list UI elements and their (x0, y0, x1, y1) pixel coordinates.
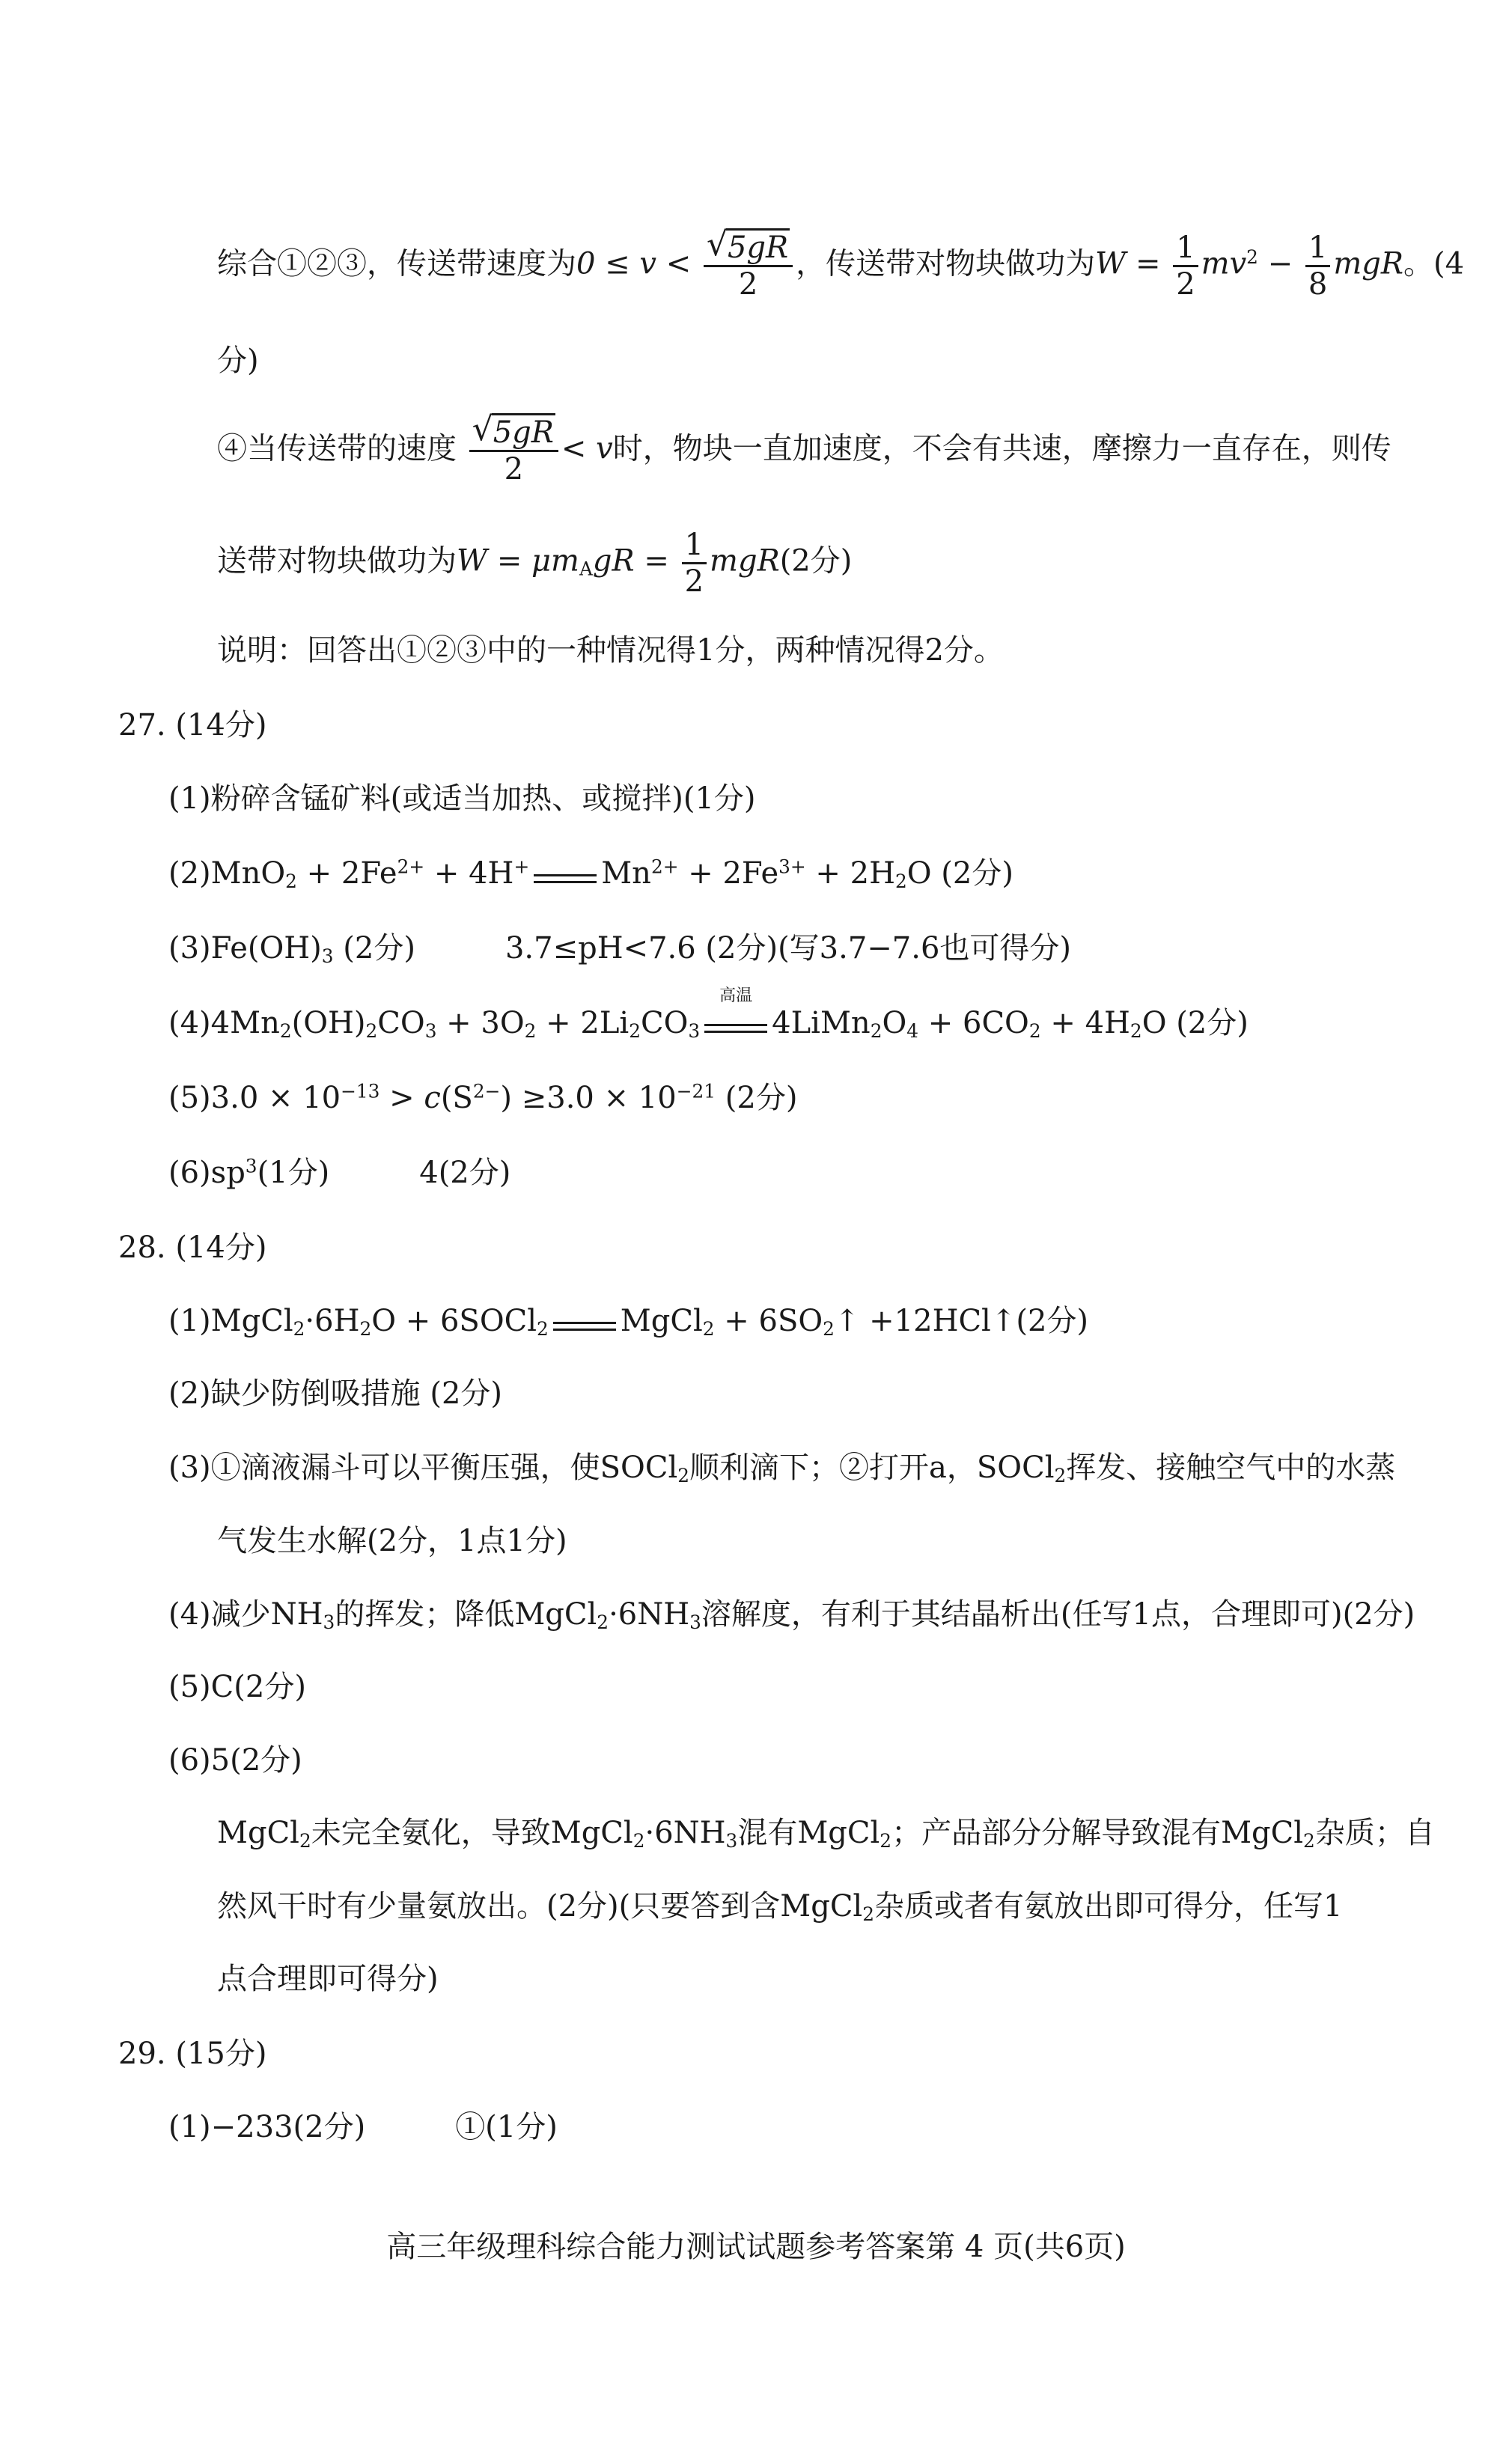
p27-s4: $(4)4Mn_2(OH)_2CO_3 + 3O_2 + 2Li_2CO_3$ 高温 $4LiMn_2O_4 + 6CO_2 + 4H_2O$ (2分) (168, 986, 1249, 1043)
p27-s2: $(2)MnO_2 + 2Fe^{2+} + 4H^+$ $Mn^{2+} + 2Fe^{3+} + 2H_2O$ (2分) (168, 855, 1013, 893)
p26-line-4: 送带对物块做功为$W = \mu m_AgR$ = $\frac{1}{2}$ mgR(2分) (217, 528, 853, 599)
equals-sign (534, 859, 597, 883)
p28-s8: 然风干时有少量氨放出。(2分)(只要答到含MgCl$_2$杂质或者有氨放出即可得分，任写1 (217, 1889, 1343, 1926)
fraction-sqrt5gR-over-2: √ 5gR 2 (704, 231, 793, 302)
p26-line-1: 综合①②③，传送带速度为0 ≤ v < √ 5gR 2 ，传送带对物块做功为W = $\frac{1}{2}$ $mv^2$ − $\frac{1}{8}$ mgR。(4 (217, 225, 1465, 302)
p28-heading: 28. (14分) (118, 1230, 267, 1265)
p28-s4: (4)减少$NH_3$的挥发；降低$MgCl_2\cdot 6NH_3$溶解度，有利于其结晶析出(任写1点，合理即可)(2分) (168, 1597, 1415, 1634)
p27-s1: (1)粉碎含锰矿料(或适当加热、或搅拌)(1分) (168, 781, 756, 816)
p28-s1: $(1)MgCl_2\cdot 6H_2O$ + 6SOCl$_2$ MgCl$_2$ + $6SO_2↑$ +12HCl↑(2分) (168, 1304, 1089, 1341)
fraction-half: $\frac{1}{2}$ (682, 528, 707, 599)
p29-heading: 29. (15分) (118, 2037, 267, 2071)
p28-s5: (5)C(2分) (168, 1670, 306, 1704)
p28-s2: (2)缺少防倒吸措施 (2分) (168, 1376, 503, 1411)
p28-s7: MgCl$_2$未完全氨化，导致$MgCl_2\cdot 6NH_3$混有MgCl$_2$；产品部分分解导致混有MgCl$_2$杂质；自 (217, 1816, 1435, 1852)
p29-s1: (1)−233(2分) ①(1分) (168, 2110, 558, 2144)
p26-note: 说明：回答出①②③中的一种情况得1分，两种情况得2分。 (217, 633, 1004, 668)
p28-s6: (6)5(2分) (168, 1743, 302, 1778)
p28-s3: (3)①滴液漏斗可以平衡压强，使SOCl$_2$顺利滴下；②打开a，SOCl$_2$挥发、接触空气中的水蒸 (168, 1451, 1396, 1487)
p27-s3: $(3)Fe(OH)_3$ (2分) 3.7≤pH<7.6 (2分)(写3.7−7.6也可得分) (168, 931, 1072, 968)
fraction-eighth: $\frac{1}{8}$ (1305, 231, 1330, 302)
equals-sign-with-condition: 高温 (704, 1009, 767, 1033)
p26-line-3: ④当传送带的速度 √ 5gR 2 < v时，物块一直加速度，不会有共速，摩擦力一直存在，则传 (217, 410, 1391, 487)
fraction-sqrt5gR-over-2: √ 5gR 2 (469, 415, 558, 487)
equals-sign (553, 1307, 616, 1331)
p27-s6: $(6)sp^3(1$分) 4(2分) (168, 1155, 511, 1190)
p27-heading: 27. (14分) (118, 708, 267, 742)
p27-s5: $(5)3.0 \times 10^{-13} > c(S^{2-}) \ge 3.0 \times 10^{-21}$ (2分) (168, 1080, 798, 1115)
p28-s3-cont: 气发生水解(2分，1点1分) (217, 1524, 567, 1558)
fraction-half: $\frac{1}{2}$ (1173, 231, 1198, 302)
page-footer: 高三年级理科综合能力测试试题参考答案第 4 页(共6页) (386, 2230, 1126, 2264)
p28-s9: 点合理即可得分) (217, 1962, 439, 1996)
p26-line-2: 分) (217, 344, 259, 378)
